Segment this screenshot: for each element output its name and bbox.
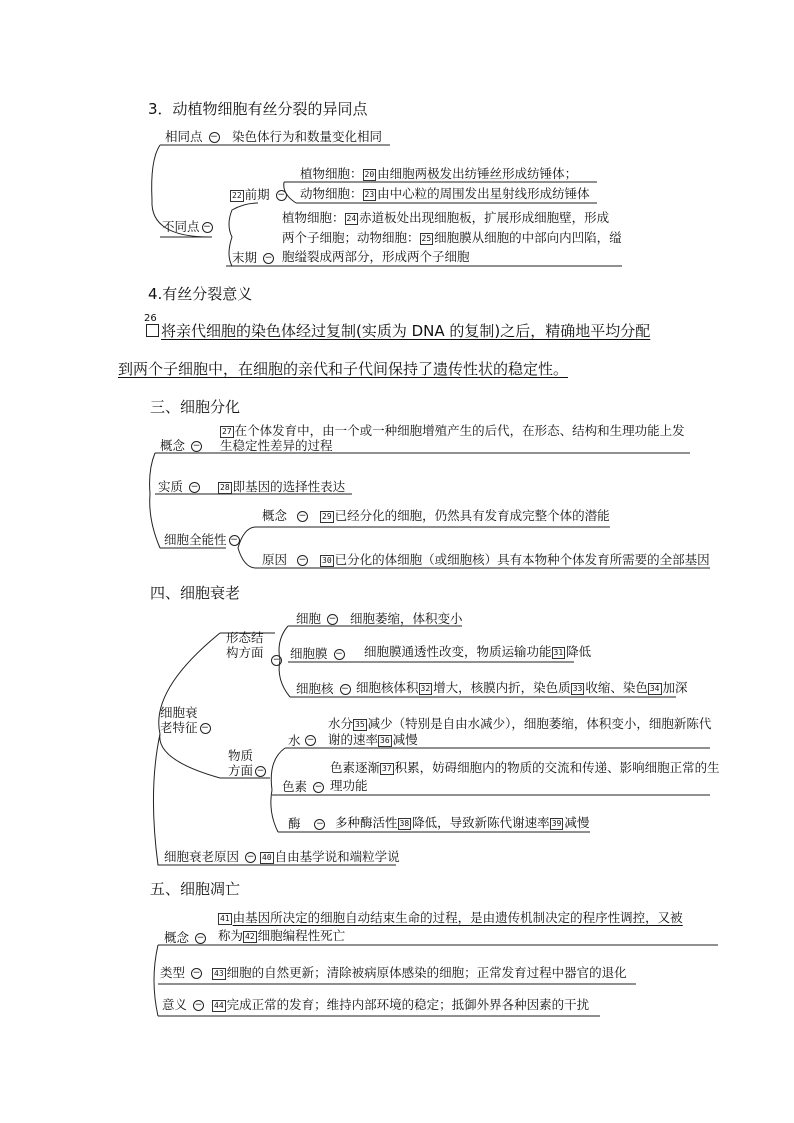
section-title-mitosis-comparison: 3．动植物细胞有丝分裂的异同点 (148, 100, 368, 118)
node-nucleus-label: 细胞核 − (296, 681, 353, 696)
node-diff-concept-line2: 生稳定性差异的过程 (220, 438, 333, 453)
collapse-icon (195, 933, 206, 944)
node-water-label: 水 (288, 733, 301, 748)
collapse-icon (305, 735, 316, 746)
node-cell-text: 细胞萎缩，体积变小 (350, 611, 463, 626)
node-tot-reason-text: 30 已分化的体细胞（或细胞核）具有本物种个体发育所需要的全部基因 (322, 552, 710, 567)
significance-line-2: 到两个子细胞中，在细胞的亲代和子代间保持了遗传性状的稳定性。 (118, 360, 569, 378)
collapse-icon (314, 819, 325, 830)
node-diff-label: 不同点− (162, 219, 215, 234)
node-essence-text: 28 即基因的选择性表达 (220, 479, 346, 494)
node-enzyme-label: 酶 − (288, 816, 327, 831)
node-morph-label: 形态结 构方面 (226, 630, 264, 660)
node-apo-concept-line1: 41 由基因所决定的细胞自动结束生命的过程，是由遗传机制决定的程序性调控，又被 (220, 910, 683, 925)
node-apo-concept-label: 概念 − (164, 930, 208, 945)
collapse-icon (334, 649, 345, 660)
node-apo-meaning-label: 意义 − (162, 997, 206, 1012)
collapse-icon (245, 852, 256, 863)
node-telophase-line3: 胞缢裂成两部分，形成两个子细胞 (282, 249, 470, 264)
node-pigment-line1: 色素逐渐 37 积累，妨碍细胞内的物质的交流和传递、影响细胞正常的生 (330, 760, 720, 775)
collapse-icon (255, 766, 266, 777)
collapse-icon (271, 655, 282, 666)
collapse-icon (229, 535, 240, 546)
node-same-label: 相同点 − (165, 129, 222, 144)
collapse-icon (191, 968, 202, 979)
significance-line-1: 将亲代细胞的染色体经过复制(实质为 DNA 的复制)之后，精确地平均分配 (146, 322, 650, 340)
node-apo-meaning-text: 44 完成正常的发育；维持内部环境的稳定；抵御外界各种因素的干扰 (214, 997, 590, 1012)
collapse-icon (313, 782, 324, 793)
node-membrane-text: 细胞膜通透性改变，物质运输功能 31 降低 (364, 644, 592, 659)
collapse-icon (276, 190, 287, 201)
node-apo-concept-line2: 称为 42 细胞编程性死亡 (218, 928, 346, 943)
node-totipotency-label: 细胞全能性− (164, 532, 242, 547)
node-pigment-label: 色素 − (282, 779, 326, 794)
node-diff-concept-label: 概念 − (160, 438, 204, 453)
node-tot-reason-label: 原因 − (262, 552, 310, 567)
node-apo-type-text: 43 细胞的自然更新；清除被病原体感染的细胞；正常发育过程中器官的退化 (214, 965, 627, 980)
collapse-icon (297, 555, 308, 566)
node-apo-type-label: 类型 − (160, 965, 204, 980)
node-telophase-line2: 两个子细胞；动物细胞： 25 细胞膜从细胞的中部向内凹陷，缢 (282, 230, 622, 245)
node-cause-text: 40 自由基学说和端粒学说 (262, 849, 400, 864)
collapse-icon (297, 511, 308, 522)
node-nucleus-text: 细胞核体积 32 增大，核膜内折，染色质 33 收缩、染色 34 加深 (356, 680, 688, 695)
node-water-line2: 谢的速率 36 减慢 (328, 732, 418, 747)
blank-number: 26 (144, 313, 157, 324)
collapse-icon (263, 253, 274, 264)
collapse-icon (340, 684, 351, 695)
section-title-mitosis-significance: 4.有丝分裂意义 (148, 285, 253, 303)
node-plant-prophase: 植物细胞： 20 由细胞两极发出纺锤丝形成纺锤体； (300, 166, 578, 181)
node-same-text: 染色体行为和数量变化相同 (232, 129, 383, 144)
section-title-apoptosis: 五、细胞凋亡 (150, 880, 241, 898)
collapse-icon (200, 723, 211, 734)
node-water-line1: 水分 35 减少（特别是自由水减少），细胞萎缩，体积变小，细胞新陈代 (328, 716, 712, 731)
node-telophase-label: 末期 − (232, 250, 276, 265)
node-pigment-line2: 理功能 (330, 778, 368, 793)
node-enzyme-text: 多种酶活性 38 降低，导致新陈代谢速率 39 减慢 (335, 815, 590, 830)
collapse-icon (191, 441, 202, 452)
section-title-senescence: 四、细胞衰老 (150, 584, 241, 602)
node-prophase-label: 22 前期 − (230, 187, 289, 202)
collapse-icon (202, 222, 213, 233)
collapse-icon (189, 482, 200, 493)
node-cell-label: 细胞 − (296, 611, 340, 626)
collapse-icon (209, 132, 220, 143)
node-animal-prophase: 动物细胞： 23 由中心粒的周围发出星射线形成纺锤体 (300, 186, 590, 201)
blank-box-icon (146, 324, 159, 337)
node-tot-concept-label: 概念 − (262, 508, 310, 523)
node-telophase-line1: 植物细胞： 24 赤道板处出现细胞板，扩展形成细胞壁，形成 (282, 210, 610, 225)
node-senescence-root: 细胞衰 老特征− (160, 705, 213, 735)
node-essence-label: 实质 − (158, 479, 202, 494)
collapse-icon (193, 1000, 204, 1011)
node-membrane-label: 细胞膜 − (290, 646, 347, 661)
node-matter-label: 物质 方面− (228, 748, 268, 778)
node-diff-concept-line1: 27 在个体发育中，由一个或一种细胞增殖产生的后代，在形态、结构和生理功能上发 (222, 423, 685, 438)
node-tot-concept-text: 29 已经分化的细胞，仍然具有发育成完整个体的潜能 (322, 508, 610, 523)
collapse-icon (327, 614, 338, 625)
node-cause-label: 细胞衰老原因 − (164, 849, 258, 864)
section-title-differentiation: 三、细胞分化 (150, 398, 241, 416)
